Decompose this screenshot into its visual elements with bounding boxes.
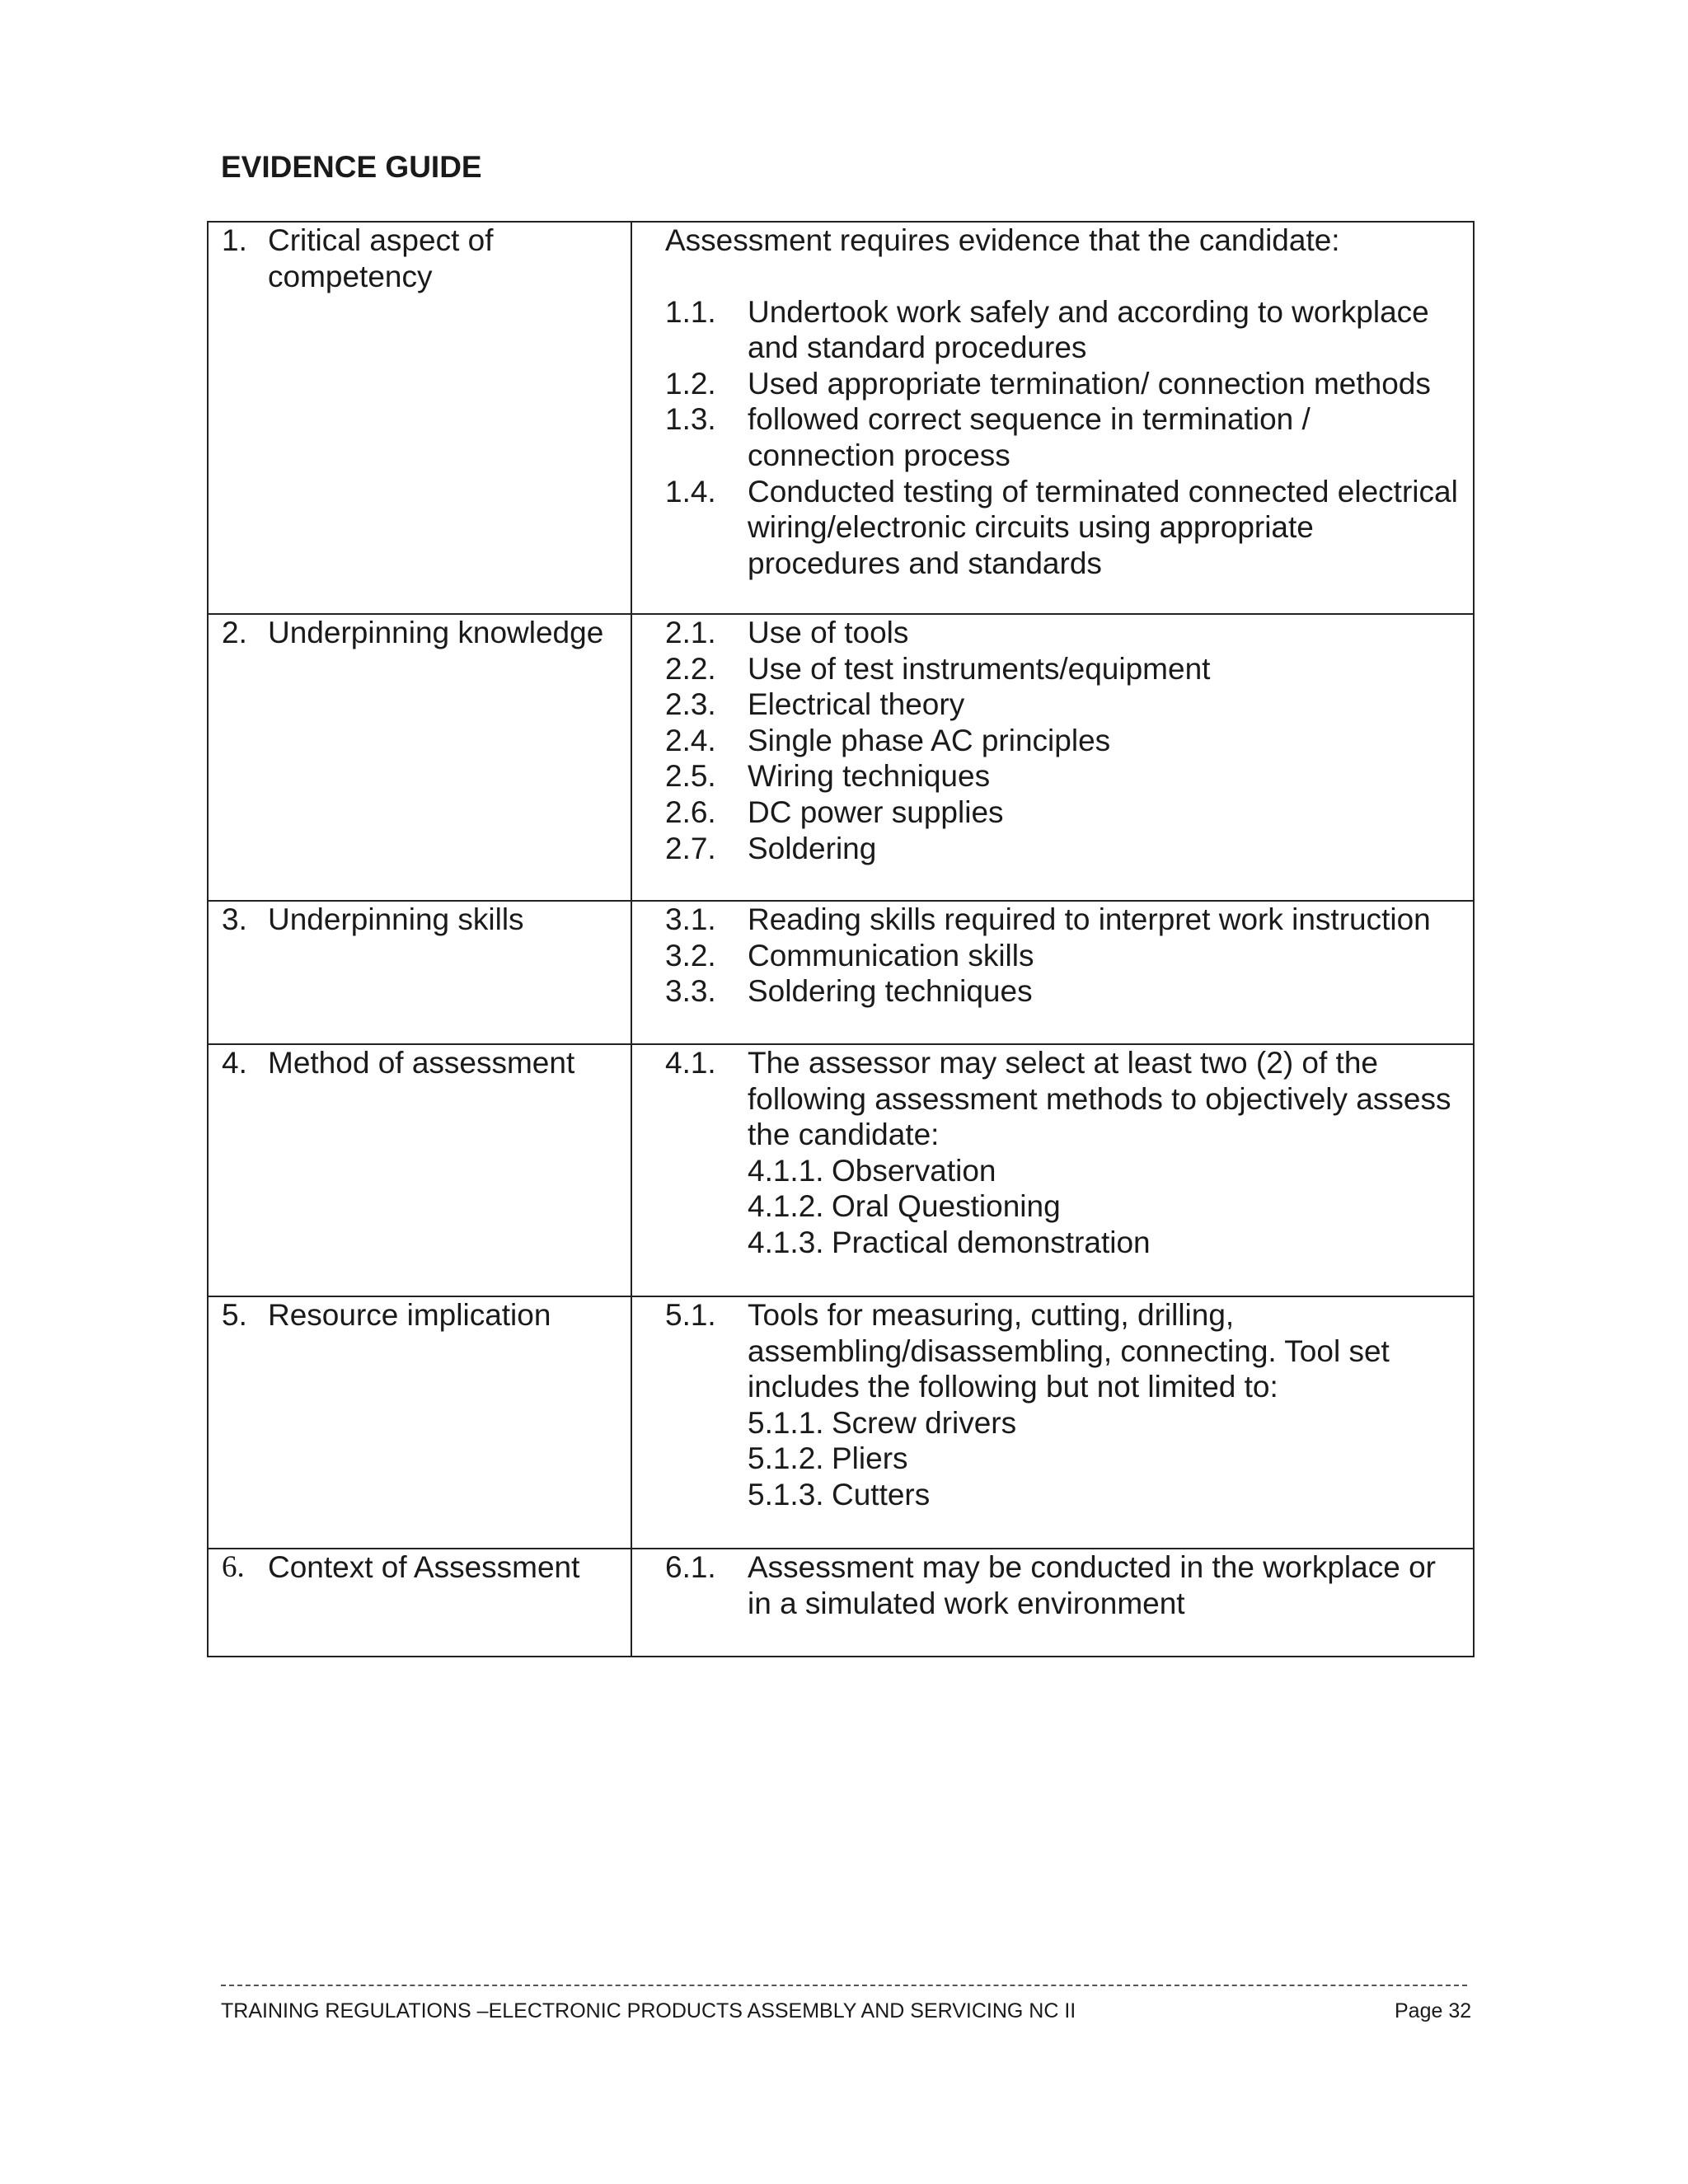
item-number: 1.3. <box>665 402 716 437</box>
item-text: DC power supplies <box>748 794 1004 829</box>
item-number: 5.1.2. <box>748 1441 824 1476</box>
row-content-cell <box>631 1296 1474 1549</box>
item-number: 2.2. <box>665 651 716 686</box>
list-item <box>665 366 1461 402</box>
footer-divider <box>221 1985 1467 1986</box>
item-number: 2.5. <box>665 759 716 794</box>
page-heading: EVIDENCE GUIDE <box>221 150 482 184</box>
row-number: 2. <box>222 616 247 649</box>
item-number: 4.1. <box>665 1046 716 1080</box>
table-row <box>208 1044 1474 1296</box>
item-number: 4.1.2. <box>748 1189 824 1224</box>
list-item <box>665 794 1461 831</box>
item-number: 1.4. <box>665 474 716 509</box>
list-item <box>665 474 1461 582</box>
item-number: 3.1. <box>665 902 716 936</box>
item-text: The assessor may select at least two (2) of the following assessment methods to objectively assess the candidate: <box>748 1046 1451 1152</box>
sub-list-item <box>748 1441 1461 1477</box>
footer-document-title: TRAINING REGULATIONS –ELECTRONIC PRODUCTS ASSEMBLY AND SERVICING NC II <box>221 1999 1076 2022</box>
item-number: 1.2. <box>665 366 716 401</box>
item-text: Screw drivers <box>832 1405 1017 1440</box>
item-number: 2.6. <box>665 794 716 829</box>
item-text: Use of tools <box>748 616 909 649</box>
list-item <box>665 1045 1461 1153</box>
list-item <box>665 938 1461 974</box>
item-text: followed correct sequence in termination / connection process <box>748 402 1311 472</box>
item-number: 3.3. <box>665 974 716 1009</box>
item-text: Wiring techniques <box>748 759 991 794</box>
item-text: Oral Questioning <box>832 1189 1061 1224</box>
item-number: 5.1. <box>665 1298 716 1332</box>
row-content-cell <box>631 1549 1474 1657</box>
row-content-cell <box>631 614 1474 901</box>
table-row <box>208 1549 1474 1657</box>
sub-list-item <box>748 1188 1461 1225</box>
sub-list-item <box>748 1405 1461 1441</box>
item-text: Practical demonstration <box>832 1225 1151 1259</box>
item-number: 5.1.1. <box>748 1405 824 1440</box>
item-text: Conducted testing of terminated connected electrical wiring/electronic circuits using appropriate procedures and standards <box>748 474 1458 580</box>
item-number: 5.1.3. <box>748 1477 824 1511</box>
list-item <box>665 973 1461 1010</box>
item-text: Assessment may be conducted in the workplace or in a simulated work environment <box>748 1550 1436 1620</box>
item-number: 3.2. <box>665 938 716 972</box>
row-label-cell <box>208 1296 631 1549</box>
item-number: 6.1. <box>665 1550 716 1584</box>
item-text: Electrical theory <box>748 687 965 722</box>
row-label-cell <box>208 1549 631 1657</box>
item-number: 2.7. <box>665 831 716 865</box>
item-text: Communication skills <box>748 938 1034 972</box>
item-number: 2.4. <box>665 723 716 757</box>
row-label-cell <box>208 901 631 1044</box>
item-text: Observation <box>832 1153 996 1188</box>
table-row <box>208 901 1474 1044</box>
sub-list-item <box>748 1225 1461 1261</box>
list-item <box>665 1297 1461 1405</box>
list-item <box>665 615 1461 651</box>
row-label: Method of assessment <box>268 1046 575 1080</box>
item-text: Used appropriate termination/ connection methods <box>748 366 1431 401</box>
list-item <box>665 294 1461 366</box>
sub-list-item <box>748 1153 1461 1189</box>
item-number: 2.1. <box>665 616 716 649</box>
list-item <box>665 902 1461 938</box>
footer-page-number: Page 32 <box>1395 1999 1472 2022</box>
row-content-cell <box>631 1044 1474 1296</box>
row-label: Critical aspect of competency <box>268 223 494 293</box>
table-row <box>208 222 1474 614</box>
row-label: Underpinning knowledge <box>268 616 604 649</box>
row-number: 4. <box>222 1046 247 1080</box>
row-content-cell <box>631 901 1474 1044</box>
row-content-cell <box>631 222 1474 614</box>
item-text: Single phase AC principles <box>748 723 1111 757</box>
table-row <box>208 614 1474 901</box>
sub-list-item <box>748 1477 1461 1513</box>
row-number: 5. <box>222 1298 247 1332</box>
item-text: Reading skills required to interpret work instruction <box>748 902 1431 936</box>
item-text: Soldering techniques <box>748 974 1033 1009</box>
row-number: 6. <box>222 1550 245 1584</box>
list-item <box>665 1549 1461 1621</box>
item-text: Use of test instruments/equipment <box>748 651 1211 686</box>
item-number: 4.1.3. <box>748 1225 824 1259</box>
list-item <box>665 687 1461 723</box>
list-item <box>665 651 1461 687</box>
list-item <box>665 758 1461 794</box>
table-row <box>208 1296 1474 1549</box>
evidence-guide-table <box>207 221 1475 1657</box>
row-label-cell <box>208 222 631 614</box>
item-number: 1.1. <box>665 294 716 329</box>
row-number: 3. <box>222 902 247 936</box>
list-item <box>665 831 1461 867</box>
item-text: Tools for measuring, cutting, drilling, assembling/disassembling, connecting. Tool set includes the following but not limited to: <box>748 1298 1390 1404</box>
row-label: Resource implication <box>268 1298 551 1332</box>
item-text: Cutters <box>832 1477 931 1511</box>
item-text: Undertook work safely and according to workplace and standard procedures <box>748 294 1429 365</box>
item-number: 4.1.1. <box>748 1153 824 1188</box>
item-number: 2.3. <box>665 687 716 722</box>
row-label: Underpinning skills <box>268 902 524 936</box>
row-intro: Assessment requires evidence that the candidate: <box>665 223 1340 257</box>
row-label-cell <box>208 614 631 901</box>
item-text: Pliers <box>832 1441 908 1476</box>
list-item <box>665 401 1461 473</box>
row-label-cell <box>208 1044 631 1296</box>
list-item <box>665 723 1461 759</box>
row-label: Context of Assessment <box>268 1550 580 1584</box>
item-text: Soldering <box>748 831 877 865</box>
row-number: 1. <box>222 223 247 257</box>
